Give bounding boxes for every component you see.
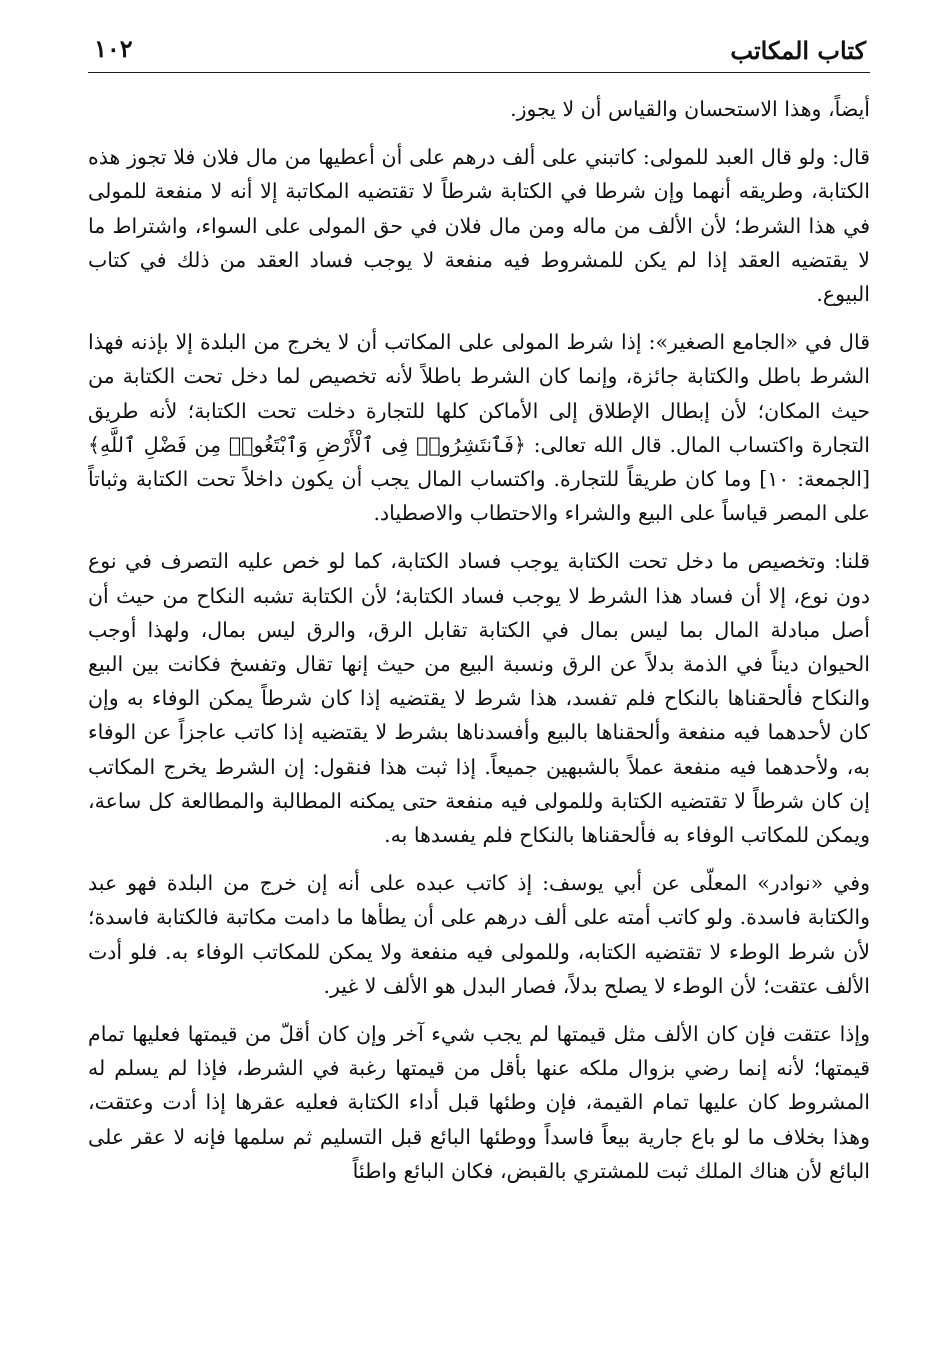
paragraph-3: قال في «الجامع الصغير»: إذا شرط المولى على المكاتب أن لا يخرج من البلدة إلا بإذنه فهذا الشرط باطل والكتابة جائزة، وإنما كان الشرط باطلاً لأنه تخصيص لما دخل تحت الكتابة من حيث المكان؛ لأن إبطال الإطلاق إلى الأماكن كلها للتجارة دخلت تحت الكتابة؛ لأنه طريق التجارة واكتساب المال. قال الله تعالى: ﴿فَٱنتَشِرُوا۟ فِى ٱلْأَرْضِ وَٱبْتَغُوا۟ مِن فَضْلِ ٱللَّهِ﴾ [الجمعة: ١٠] وما كان طريقاً للتجارة. واكتساب المال يجب أن يكون داخلاً تحت الكتابة وثباتاً على المصر قياساً على البيع والشراء والاحتطاب والاصطياد.: [88, 330, 870, 526]
page-number: ١٠٢: [94, 34, 133, 63]
running-header: [88, 30, 870, 73]
paragraph-6: وإذا عتقت فإن كان الألف مثل قيمتها لم يجب شيء آخر وإن كان أقلّ من قيمتها فعليها تمام قيمتها؛ لأنه إنما رضي بزوال ملكه عنها بأقل من قيمتها رغبة في الشرط، فإذا لم يسلم له المشروط كان عليها تمام القيمة، فإن وطئها قبل أداء الكتابة فعليه عقرها إذا أدت وعتقت، وهذا بخلاف ما لو باع جارية بيعاً فاسداً ووطئها البائع قبل التسليم ثم سلمها فإنه لا عقر على البائع لأن هناك الملك ثبت للمشتري بالقبض، فكان البائع واطئاً: [88, 1022, 870, 1183]
paragraph-2: قال: ولو قال العبد للمولى: كاتبني على ألف درهم على أن أعطيها من مال فلان فلا تجوز هذه الكتابة، وطريقه أنهما وإن شرطا في الكتابة شرطاً لا تقتضيه المكاتبة إلا أنه لا منفعة للمولى في هذا الشرط؛ لأن الألف من ماله ومن مال فلان في حق المولى على السواء، واشتراط ما لا يقتضيه العقد إذا لم يكن للمشروط فيه منفعة لا يوجب فساد العقد من ذلك في كتاب البيوع.: [88, 145, 870, 307]
paragraph-1: أيضاً، وهذا الاستحسان والقياس أن لا يجوز.: [510, 97, 870, 121]
body-text: [88, 92, 870, 1202]
paragraph-5: وفي «نوادر» المعلّى عن أبي يوسف: إذ كاتب عبده على أنه إن خرج من البلدة فهو عبد والكتابة فاسدة. ولو كاتب أمته على ألف درهم على أن يطأها ما دامت مكاتبة فالكتابة فاسدة؛ لأن شرط الوطء لا تقتضيه الكتابه، وللمولى فيه منفعة ولا يمكن للمكاتب الوفاء به. فلو أدت الألف عتقت؛ لأن الوطء لا يصلح بدلاً، فصار البدل هو الألف لا غير.: [88, 871, 870, 998]
header-title: كتاب المكاتب: [730, 36, 866, 65]
paragraph-4: قلنا: وتخصيص ما دخل تحت الكتابة يوجب فساد الكتابة، كما لو خص عليه التصرف في نوع دون نوع، إلا أن فساد هذا الشرط لا يوجب فساد الكتابة؛ لأن الكتابة تشبه النكاح من حيث أن أصل مبادلة المال بما ليس بمال في الكتابة تقابل الرق، والرق ليس بمال، ولهذا أوجب الحيوان ديناً في الذمة بدلاً عن الرق ونسبة البيع من حيث إنها تقال وتفسخ فكانت بين البيع والنكاح فألحقناها بالنكاح فلم تفسد، هذا شرط لا يقتضيه إذا كان شرطاً يمكن الوفاء به وإن كان لأحدهما فيه منفعة وألحقناها بالبيع وأفسدناها بشرط لا يقتضيه إذا كاتب عاجزاً عن الوفاء به، ولأحدهما فيه منفعة عملاً بالشبهين جميعاً. إذا ثبت هذا فنقول: إن الشرط يخرج المكاتب إن كان شرطاً لا تقتضيه الكتابة وللمولى فيه منفعة حتى يمكنه المطالبة والمطالعة كل ساعة، ويمكن للمكاتب الوفاء به فألحقناها بالنكاح فلم يفسدها به.: [88, 549, 870, 848]
